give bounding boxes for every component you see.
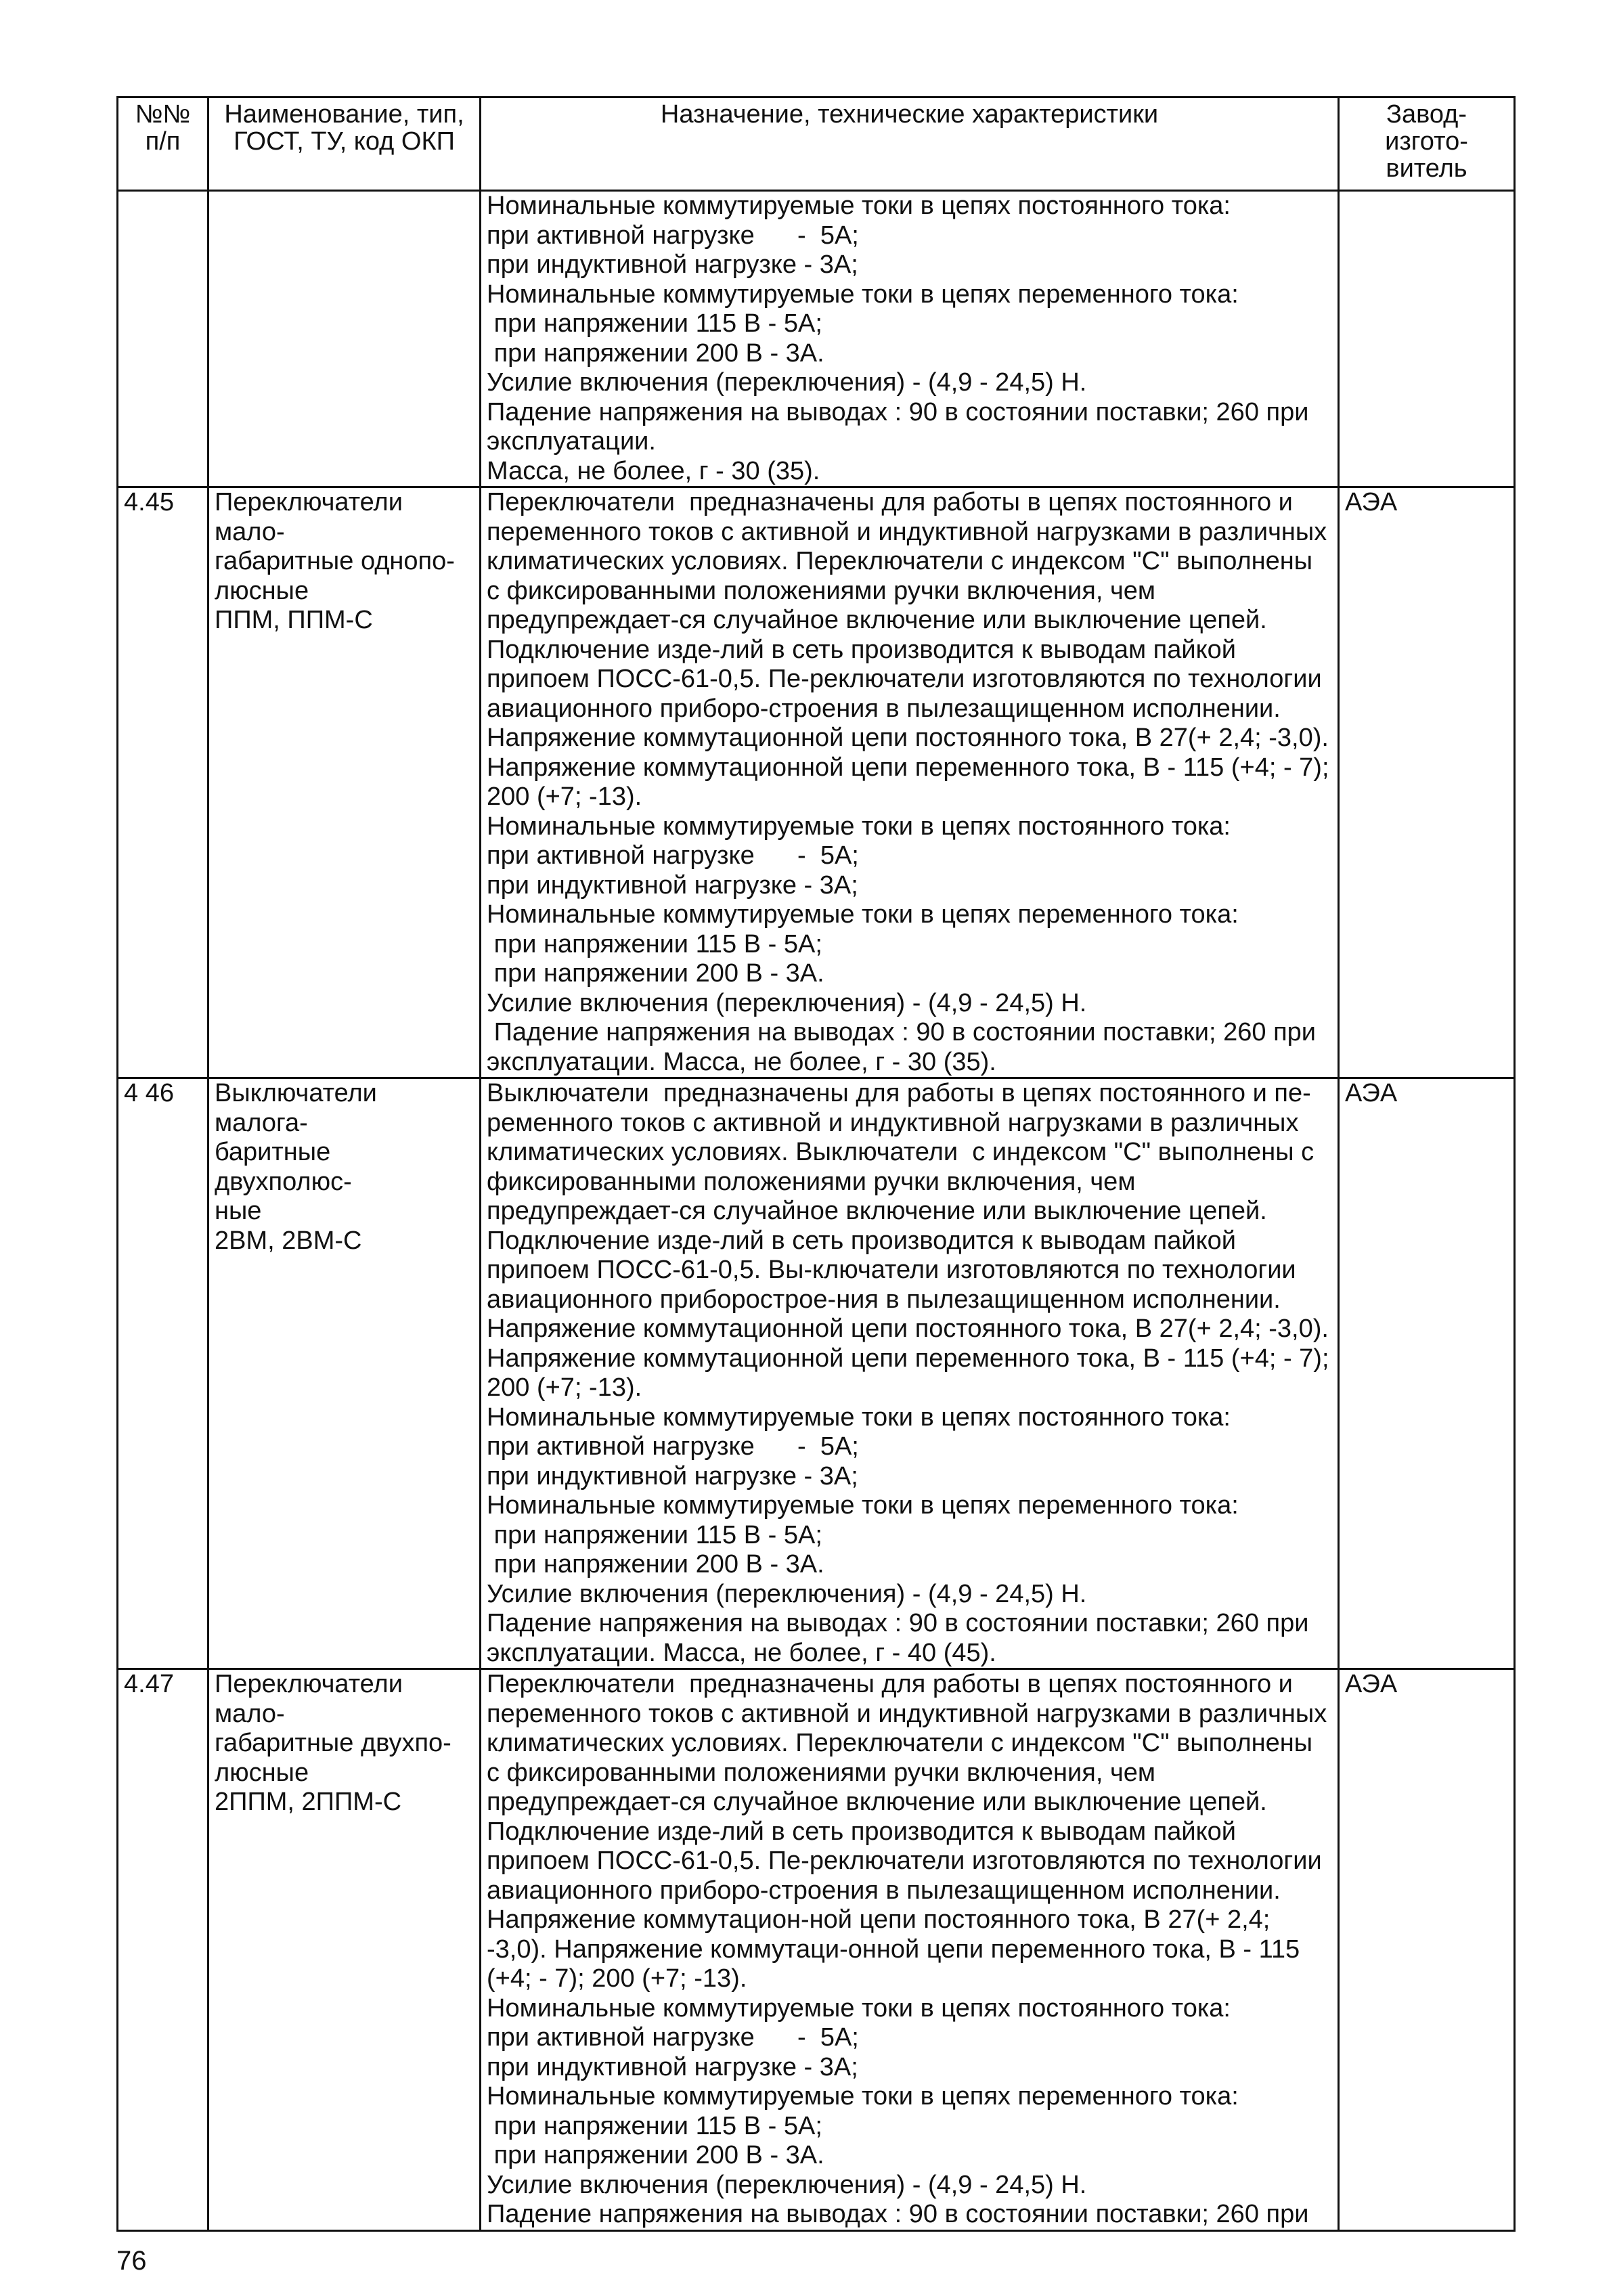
spec-table	[116, 96, 1516, 2232]
item-name-line: ные	[215, 1197, 262, 1225]
header-mfr-line2: изгото-	[1385, 127, 1468, 156]
header-name-line1: Наименование, тип,	[224, 100, 464, 129]
header-mfr-line1: Завод-	[1386, 100, 1467, 129]
continuation-line: при индуктивной нагрузке - 3А;	[487, 250, 858, 279]
continuation-line: Номинальные коммутируемые токи в цепях переменного тока:	[487, 280, 1239, 309]
description-paragraph: Номинальные коммутируемые токи в цепях постоянного тока:	[487, 1403, 1231, 1432]
description-paragraph: Переключатели предназначены для работы в цепях постоянного и переменного токов с активной и индуктивной нагрузками в различных климатических условиях. Переключатели с индексом "С" выполнены с фиксированными положениями ручки включения, чем предупреждает-ся случайное включение или выключение цепей. Подключение изде-лий в сеть производится к выводам пайкой припоем ПОСС-61-0,5. Пе-реключатели изготовляются по технологии авиационного приборо-строения в пылезащищенном исполнении. Напряжение коммутацион-ной цепи постоянного тока, В 27(+ 2,4; -3,0). Напряжение коммутаци-онной цепи переменного тока, В - 115 (+4; - 7); 200 (+7; -13).	[487, 1670, 1334, 1993]
continuation-line: Масса, не более, г - 30 (35).	[487, 456, 820, 485]
item-number: 4.45	[118, 487, 208, 1078]
item-name-line: люсные	[215, 576, 309, 605]
description-paragraph: Номинальные коммутируемые токи в цепях переменного тока:	[487, 1491, 1239, 1520]
item-name-line: габаритные однопо-	[215, 547, 455, 575]
header-num-line2: п/п	[145, 127, 181, 156]
description-paragraph: Усилие включения (переключения) - (4,9 - 24,5) Н.	[487, 1579, 1087, 1608]
description-paragraph: Выключатели предназначены для работы в цепях постоянного и пе-ременного токов с активной и индуктивной нагрузками в различных климатических условиях. Выключатели с индексом "С" выполнены с фиксированными положениями ручки включения, чем предупреждает-ся случайное включение или выключение цепей. Подключение изде-лий в сеть производится к выводам пайкой припоем ПОСС-61-0,5. Вы-ключатели изготовляются по технологии авиационного приборострое-ния в пылезащищенном исполнении.	[487, 1079, 1321, 1314]
description-paragraph: Падение напряжения на выводах : 90 в состоянии поставки; 260 при эксплуатации. Масса, не более, г - 40 (45).	[487, 1609, 1317, 1667]
item-name	[208, 1669, 481, 2231]
description-paragraph: при индуктивной нагрузке - 3А;	[487, 1461, 858, 1491]
description-paragraph: Напряжение коммутационной цепи постоянного тока, В 27(+ 2,4; -3,0).	[487, 1315, 1329, 1343]
description-paragraph: Номинальные коммутируемые токи в цепях постоянного тока:	[487, 1993, 1231, 2023]
continuation-line: Усилие включения (переключения) - (4,9 - 24,5) Н.	[487, 368, 1087, 397]
item-name-line: габаритные двухпо-	[215, 1729, 451, 1757]
item-name-line: Выключатели малога-	[215, 1079, 384, 1137]
continuation-line: Падение напряжения на выводах : 90 в состоянии поставки; 260 при эксплуатации.	[487, 397, 1317, 456]
description-paragraph: при напряжении 115 В - 5А;	[487, 2111, 822, 2140]
header-name	[208, 97, 481, 191]
description-paragraph: Усилие включения (переключения) - (4,9 - 24,5) Н.	[487, 2170, 1087, 2199]
item-description	[481, 1669, 1339, 2231]
continuation-row	[118, 191, 1515, 487]
table-header-row	[118, 97, 1515, 191]
description-paragraph: Номинальные коммутируемые токи в цепях переменного тока:	[487, 2082, 1239, 2111]
description-paragraph: при напряжении 200 В - 3А.	[487, 959, 824, 988]
item-description	[481, 487, 1339, 1078]
table-row	[118, 1078, 1515, 1669]
description-paragraph: Напряжение коммутационной цепи переменного тока, В - 115 (+4; - 7); 200 (+7; -13).	[487, 753, 1337, 811]
item-name-line: 2ППМ, 2ППМ-С	[215, 1788, 402, 1816]
continuation-num	[118, 191, 208, 487]
description-paragraph: при напряжении 200 В - 3А.	[487, 2141, 824, 2169]
description-paragraph: при активной нагрузке - 5А;	[487, 841, 859, 870]
continuation-line: при активной нагрузке - 5А;	[487, 221, 859, 250]
continuation-mfr	[1339, 191, 1515, 487]
item-name	[208, 1078, 481, 1669]
description-paragraph: при напряжении 200 В - 3А.	[487, 1550, 824, 1578]
description-paragraph: Напряжение коммутационной цепи постоянного тока, В 27(+ 2,4; -3,0).	[487, 724, 1329, 752]
item-name-line: люсные	[215, 1758, 309, 1787]
description-paragraph: Падение напряжения на выводах : 90 в состоянии поставки; 260 при эксплуатации. Масса, не более, г - 30 (35).	[487, 1018, 1323, 1076]
description-paragraph: Напряжение коммутационной цепи переменного тока, В - 115 (+4; - 7); 200 (+7; -13).	[487, 1344, 1337, 1402]
header-mfr-line3: витель	[1386, 154, 1467, 183]
description-paragraph: при напряжении 115 В - 5А;	[487, 1520, 822, 1549]
header-name-line2: ГОСТ, ТУ, код ОКП	[234, 127, 455, 156]
item-number: 4.47	[118, 1669, 208, 2231]
item-name-line: 2ВМ, 2ВМ-С	[215, 1226, 362, 1255]
continuation-desc	[481, 191, 1339, 487]
item-manufacturer: АЭА	[1339, 1078, 1515, 1669]
continuation-line: Номинальные коммутируемые токи в цепях постоянного тока:	[487, 192, 1231, 220]
description-paragraph: Номинальные коммутируемые токи в цепях постоянного тока:	[487, 812, 1231, 841]
item-name	[208, 487, 481, 1078]
header-num	[118, 97, 208, 191]
continuation-line: при напряжении 115 В - 5А;	[487, 309, 822, 338]
item-number: 4 46	[118, 1078, 208, 1669]
item-manufacturer: АЭА	[1339, 1669, 1515, 2231]
item-name-line: Переключатели мало-	[215, 488, 410, 546]
header-desc-text: Назначение, технические характеристики	[660, 100, 1159, 129]
description-paragraph: при активной нагрузке - 5А;	[487, 1432, 859, 1461]
description-paragraph: при индуктивной нагрузке - 3А;	[487, 870, 858, 900]
page-number: 76	[116, 2246, 147, 2276]
item-name-line: баритные двухполюс-	[215, 1138, 352, 1196]
table-row	[118, 487, 1515, 1078]
table-row	[118, 1669, 1515, 2231]
description-paragraph: при индуктивной нагрузке - 3А;	[487, 2052, 858, 2081]
header-desc	[481, 97, 1339, 191]
continuation-line: при напряжении 200 В - 3А.	[487, 338, 824, 368]
header-mfr	[1339, 97, 1515, 191]
description-paragraph: при активной нагрузке - 5А;	[487, 2023, 859, 2052]
item-name-line: ППМ, ППМ-С	[215, 606, 373, 634]
item-description	[481, 1078, 1339, 1669]
item-name-line: Переключатели мало-	[215, 1670, 410, 1728]
description-paragraph: Номинальные коммутируемые токи в цепях переменного тока:	[487, 900, 1239, 929]
description-paragraph: Усилие включения (переключения) - (4,9 - 24,5) Н.	[487, 988, 1087, 1017]
description-paragraph: при напряжении 115 В - 5А;	[487, 929, 822, 958]
description-paragraph: Переключатели предназначены для работы в цепях постоянного и переменного токов с активной и индуктивной нагрузками в различных климатических условиях. Переключатели с индексом "С" выполнены с фиксированными положениями ручки включения, чем предупреждает-ся случайное включение или выключение цепей. Подключение изде-лий в сеть производится к выводам пайкой припоем ПОСС-61-0,5. Пе-реключатели изготовляются по технологии авиационного приборо-строения в пылезащищенном исполнении.	[487, 488, 1334, 723]
item-manufacturer: АЭА	[1339, 487, 1515, 1078]
continuation-name	[208, 191, 481, 487]
header-num-line1: №№	[135, 100, 191, 129]
description-paragraph: Падение напряжения на выводах : 90 в состоянии поставки; 260 при	[487, 2200, 1309, 2228]
